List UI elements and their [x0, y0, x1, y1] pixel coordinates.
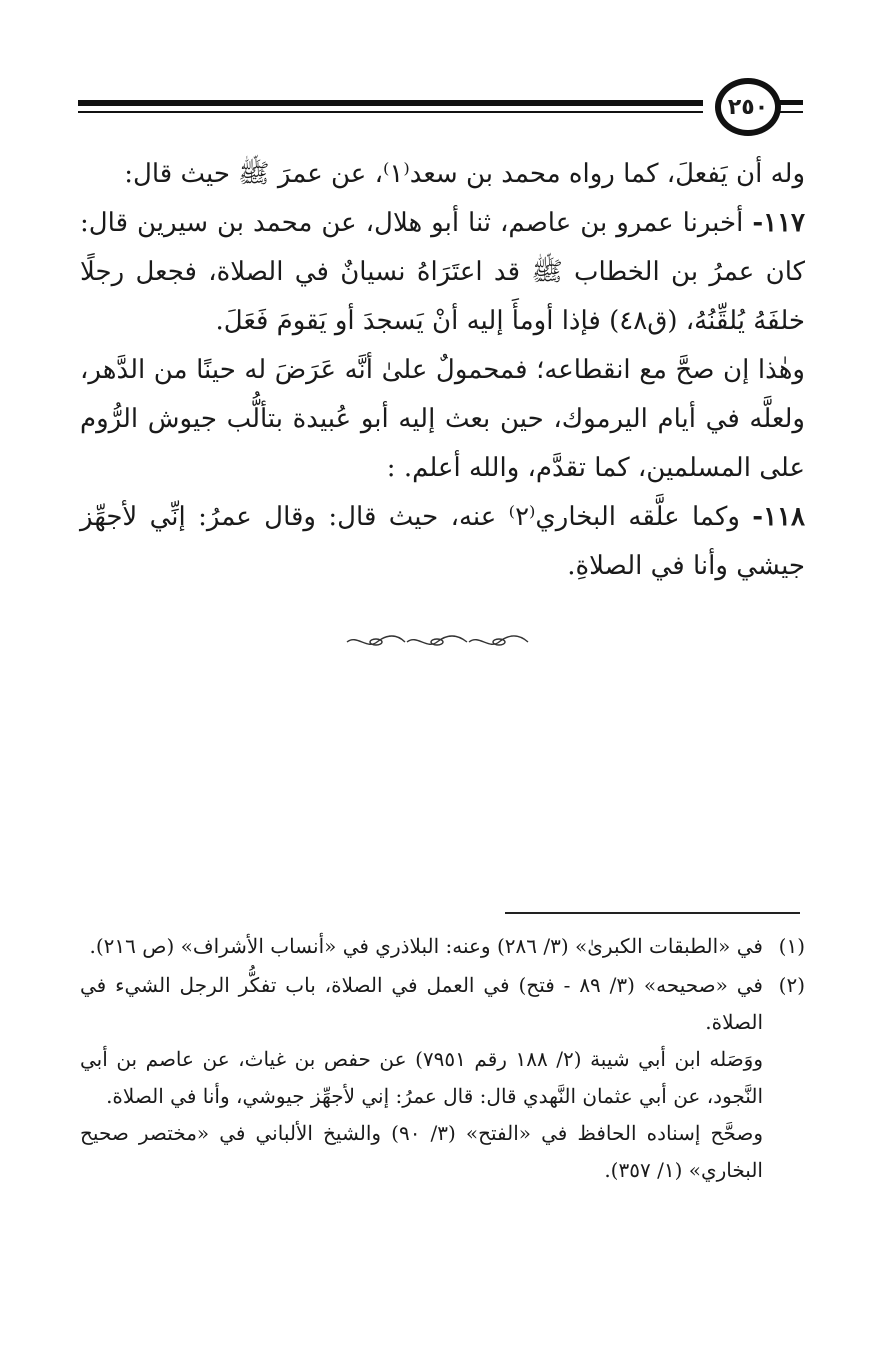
paragraph-118-text: وكما علَّقه البخاري⁽٢⁾ عنه، حيث قال: وقال عمرُ: إنِّي لأجهِّز جيشي وأنا في الصلاةِ.: [80, 502, 805, 581]
page-number: ٢٥٠: [727, 94, 769, 120]
paragraph-117-text: أخبرنا عمرو بن عاصم، ثنا أبو هلال، عن محمد بن سيرين قال: كان عمرُ بن الخطاب ﷺ قد اعتَرَاهُ نسيانٌ في الصلاة، فجعل رجلًا خلفَهُ يُلقِّنُهُ، (ق٤٨) فإذا أومأَ إليه أنْ يَسجدَ أو يَقومَ فَعَلَ.: [80, 208, 805, 336]
page-number-badge: [715, 78, 781, 136]
hadith-number-118: ١١٨-: [752, 502, 805, 532]
paragraph-commentary: وهٰذا إن صحَّ مع انقطاعه؛ فمحمولٌ علىٰ أنَّه عَرَضَ له حينًا من الدَّهر، ولعلَّه في أيام اليرموك، حين بعث إليه أبو عُبيدة بتألُّب جيوش الرُّوم على المسلمين، كما تقدَّم، والله أعلم. :: [80, 355, 805, 483]
footnote-text: في «الطبقات الكبرىٰ» (٣/ ٢٨٦) وعنه: البلاذري في «أنساب الأشراف» (ص ٢١٦).: [89, 934, 763, 958]
footnote-text: في «صحيحه» (٣/ ٨٩ - فتح) في العمل في الصلاة، باب تفكُّر الرجل الشيء في الصلاة.: [80, 973, 763, 1034]
footnote-separator: [505, 912, 800, 914]
paragraph-117: [80, 199, 805, 346]
header-rule-thin: [78, 111, 703, 113]
footnote-text: وصحَّح إسناده الحافظ في «الفتح» (٣/ ٩٠) والشيخ الألباني في «مختصر صحيح البخاري» (١/ ٣٥٧).: [80, 1121, 763, 1182]
hadith-number-117: ١١٧-: [752, 208, 806, 238]
footnote-marker: (٢): [778, 973, 805, 997]
ornament-divider-icon: [345, 632, 530, 652]
footnote-2: [80, 967, 805, 1189]
page-header: [78, 78, 803, 138]
paragraph-118: [80, 493, 805, 591]
footnote-marker: (١): [778, 934, 805, 958]
footnote-text: ووَصَله ابن أبي شيبة (٢/ ١٨٨ رقم ٧٩٥١) عن حفص بن غياث، عن عاصم بن أبي النَّجود، عن أبي عثمان النَّهدي قال: قال عمرُ: إني لأجهِّز جيوشي، وأنا في الصلاة.: [80, 1047, 763, 1108]
footnote-1: [80, 928, 805, 965]
paragraph-intro: وله أن يَفعلَ، كما رواه محمد بن سعد⁽١⁾، عن عمرَ ﷺ حيث قال:: [124, 159, 805, 189]
header-rule-thick: [78, 100, 703, 106]
footnotes: [80, 928, 805, 1191]
main-text: [80, 150, 805, 591]
